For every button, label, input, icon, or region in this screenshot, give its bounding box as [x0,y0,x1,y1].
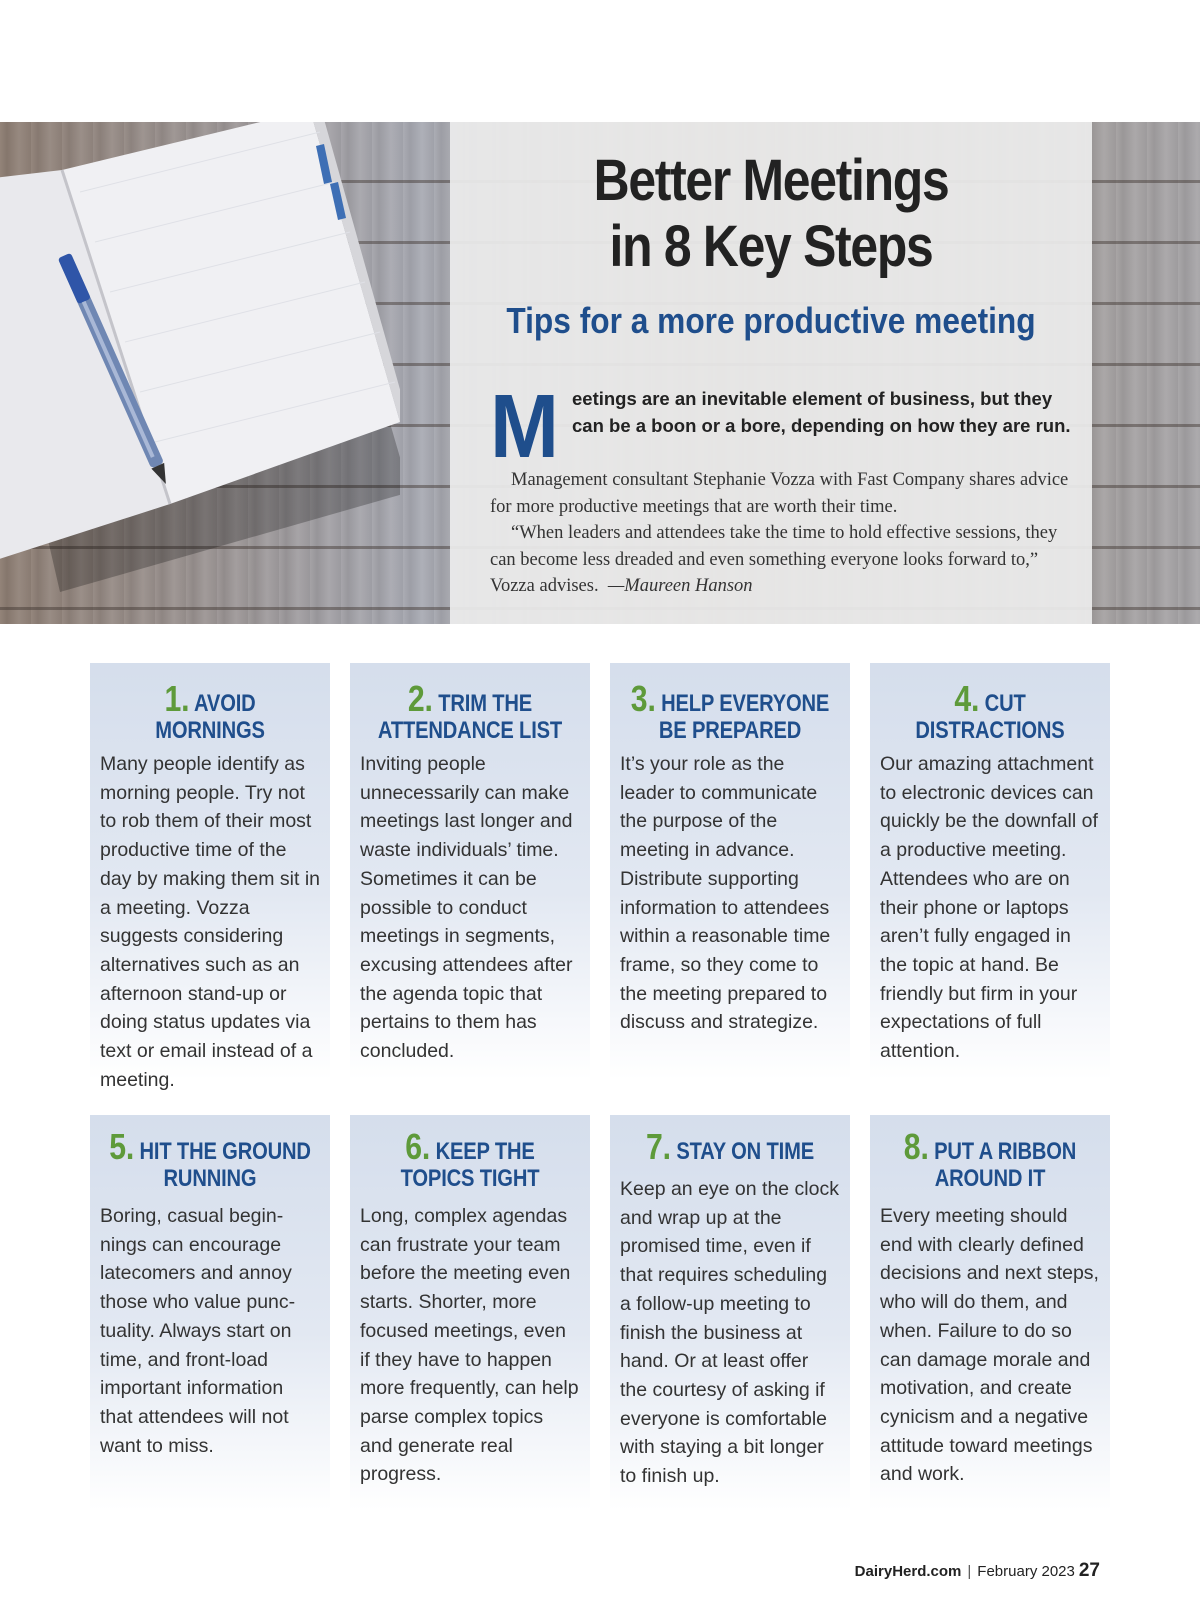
tip-card-5 [90,1115,330,1510]
tip-title: CUT DISTRACTIONS [915,690,1065,744]
page-number: 27 [1078,1560,1100,1581]
tip-text: Long, complex agendas can frustrate your team before the meeting even starts. Shorter, more focused meetings, even if they have to happen more frequently, can help parse complex topics and generate real progress. [360,1205,579,1486]
quote-text: “When leaders and attendees take the time to hold effective sessions, they can become less dreaded and even something everyone looks forward to,” Vozza advises. [490,523,1058,596]
tip-heading [369,1126,571,1192]
tip-card-3 [610,663,850,1080]
page-title [495,148,1047,280]
tip-title: KEEP THE TOPICS TIGHT [400,1138,540,1192]
tip-heading [109,678,311,744]
tip-title: HIT THE GROUND RUNNING [139,1138,311,1192]
footer-date: February 2023 [977,1563,1075,1580]
tip-title: TRIM THE ATTENDANCE LIST [377,690,563,744]
tip-number: 3. [630,678,656,719]
tip-number: 2. [407,678,433,719]
tip-heading [889,1126,1091,1192]
tip-card-7 [610,1115,850,1510]
tip-number: 6. [405,1126,431,1167]
tip-card-4 [870,663,1110,1080]
subtitle: Tips for a more productive meeting [506,300,1036,341]
hero-banner [0,122,1200,624]
footer-site: DairyHerd.com [854,1563,962,1580]
title-line-2: in 8 Key Steps [609,214,933,279]
tip-number: 4. [954,678,980,719]
intro-paragraph-1: Management consultant Stephanie Vozza with Fast Company shares advice for more productive meetings that are worth their time. [490,470,1069,517]
tip-title: PUT A RIBBON AROUND IT [934,1138,1077,1192]
tip-card-6 [350,1115,590,1510]
tip-heading [109,1126,311,1192]
tip-text: Keep an eye on the clock and wrap up at the promised time, even if that requires scheduling a follow-up meeting to finish the business at hand. Or at least offer the courtesy of asking if everyone is comfortable with staying a bit longer to finish up. [620,1178,839,1488]
tip-title: HELP EVERYONE BE PREPARED [658,690,830,744]
footer-separator: | [967,1563,972,1580]
tip-number: 8. [903,1126,929,1167]
tip-heading [629,1126,831,1167]
tip-number: 7. [646,1126,671,1167]
tip-heading [629,678,831,744]
title-panel [450,122,1092,624]
tip-card-8 [870,1115,1110,1510]
tip-card-2 [350,663,590,1080]
intro-lead: eetings are an inevitable element of business, but they can be a boon or a bore, depending on how they are run. [572,388,1071,436]
tip-heading [369,678,571,744]
tip-text: Our amazing attachment to electronic devices can quickly be the downfall of a productive meeting. Attendees who are on their phone or laptops aren’t fully engaged in the topic at hand. Be friendly but firm in your expectations of full attention. [880,753,1098,1063]
tip-card-1 [90,663,330,1091]
tip-text: It’s your role as the leader to communicate the purpose of the meeting in advance. Distribute supporting information to attendees within a reasonable time frame, so they come to the meeting prepared to discuss and strategize. [620,753,831,1034]
tip-heading [889,678,1091,744]
title-line-1: Better Meetings [593,148,949,213]
tip-number: 5. [109,1126,135,1167]
tip-text: Every meeting should end with clearly defined decisions and next steps, who will do them, and when. Failure to do so can damage morale and motivation, and create cynicism and a negative attitude toward meetings and work. [880,1205,1099,1486]
page-footer [855,1560,1100,1582]
tip-title: AVOID MORNINGS [155,690,265,744]
drop-cap: M [490,377,559,477]
tip-title: STAY ON TIME [676,1138,814,1165]
tip-text: Many people identify as morning people. Try not to rob them of their most productive time of the day by making them sit in a meeting. Vozza suggests considering alternatives such as an afternoon stand-up or doing status updates via text or email instead of a meeting. [100,753,321,1091]
notebook-pen-photo [0,122,400,624]
tip-text: Boring, casual beginnings can encourage latecomers and annoy those who value punctuality. Always start on time, and front-load important information that attendees will not want to miss. [100,1205,296,1457]
intro-paragraph-2 [490,520,1070,600]
byline: —Maureen Hanson [607,576,753,596]
tip-number: 1. [164,678,190,719]
tip-text: Inviting people unnecessarily can make meetings last longer and waste individuals’ time. Sometimes it can be possible to conduct meetings in segments, excusing attendees after the agenda topic that pertains to them has concluded. [360,753,573,1063]
